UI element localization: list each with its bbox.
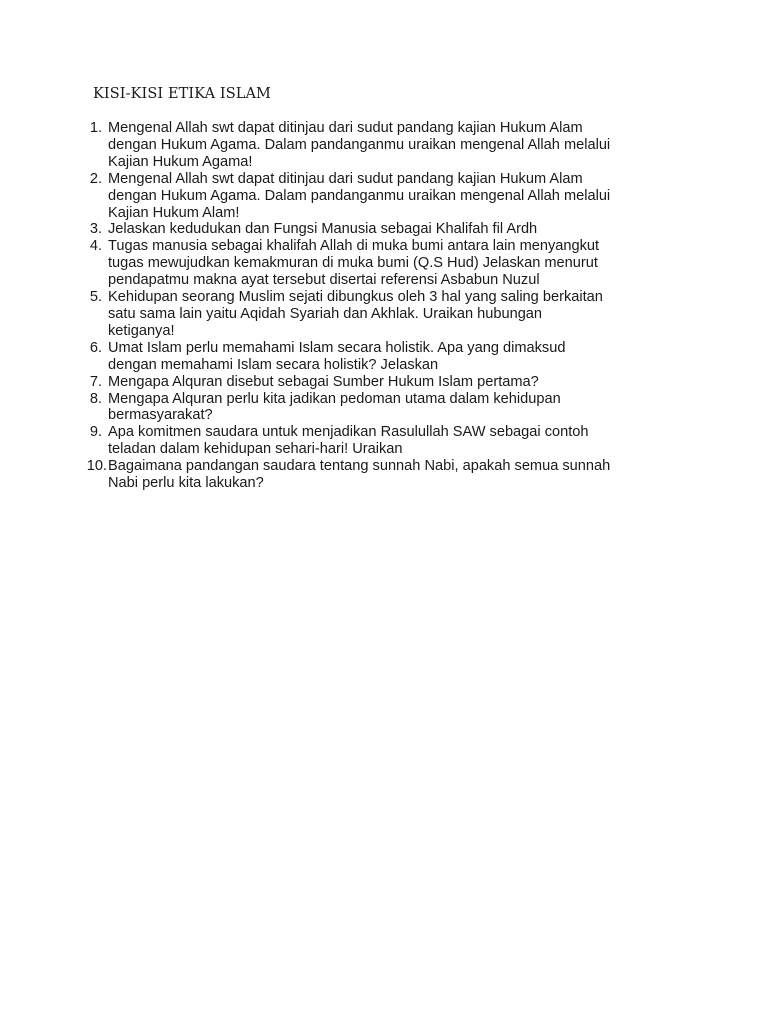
question-text bbox=[108, 221, 648, 238]
question-line: dengan memahami Islam secara holistik? Jelaskan bbox=[108, 356, 439, 373]
question-line: Mengapa Alquran perlu kita jadikan pedoman utama dalam kehidupan bbox=[108, 390, 561, 407]
question-line: ketiganya! bbox=[108, 322, 175, 339]
question-number: 8. bbox=[89, 390, 102, 407]
question-item-7 bbox=[0, 374, 768, 391]
question-number: 6. bbox=[89, 339, 102, 356]
question-text bbox=[108, 340, 648, 374]
question-line: Tugas manusia sebagai khalifah Allah di muka bumi antara lain menyangkut bbox=[108, 238, 600, 255]
question-line: Mengapa Alquran disebut sebagai Sumber Hukum Islam pertama? bbox=[108, 373, 539, 390]
question-line: Nabi perlu kita lakukan? bbox=[108, 475, 264, 492]
question-line: Apa komitmen saudara untuk menjadikan Rasulullah SAW sebagai contoh bbox=[108, 424, 589, 441]
question-line: dengan Hukum Agama. Dalam pandanganmu uraikan mengenal Allah melalui bbox=[108, 187, 611, 204]
question-text bbox=[108, 238, 648, 289]
question-text bbox=[108, 171, 648, 222]
question-item-5 bbox=[0, 289, 768, 340]
question-line: Umat Islam perlu memahami Islam secara holistik. Apa yang dimaksud bbox=[108, 339, 566, 356]
question-item-3 bbox=[0, 221, 768, 238]
question-text bbox=[108, 391, 648, 425]
question-number: 1. bbox=[89, 120, 102, 136]
question-text bbox=[108, 120, 648, 171]
question-line: Kehidupan seorang Muslim sejati dibungkus oleh 3 hal yang saling berkaitan bbox=[108, 289, 603, 306]
question-number: 4. bbox=[89, 238, 102, 255]
question-line: Jelaskan kedudukan dan Fungsi Manusia sebagai Khalifah fil Ardh bbox=[108, 221, 538, 238]
question-line: bermasyarakat? bbox=[108, 407, 213, 424]
question-line: Mengenal Allah swt dapat ditinjau dari sudut pandang kajian Hukum Alam bbox=[108, 170, 583, 187]
question-line: Bagaimana pandangan saudara tentang sunnah Nabi, apakah semua sunnah bbox=[108, 458, 611, 475]
question-number: 2. bbox=[89, 170, 102, 187]
question-item-8 bbox=[0, 391, 768, 425]
question-item-9 bbox=[0, 424, 768, 458]
question-item-2 bbox=[0, 171, 768, 222]
question-number: 3. bbox=[89, 221, 102, 238]
question-text bbox=[108, 424, 648, 458]
question-line: dengan Hukum Agama. Dalam pandanganmu uraikan mengenal Allah melalui bbox=[108, 136, 611, 153]
document-title: KISI-KISI ETIKA ISLAM bbox=[93, 86, 271, 102]
question-line: tugas mewujudkan kemakmuran di muka bumi (Q.S Hud) Jelaskan menurut bbox=[108, 255, 598, 272]
question-line: pendapatmu makna ayat tersebut disertai referensi Asbabun Nuzul bbox=[108, 272, 540, 289]
question-line: Kajian Hukum Alam! bbox=[108, 204, 240, 221]
question-text bbox=[108, 458, 648, 492]
question-item-6 bbox=[0, 340, 768, 374]
question-number: 10. bbox=[86, 458, 107, 475]
question-number: 7. bbox=[89, 373, 102, 390]
question-line: satu sama lain yaitu Aqidah Syariah dan Akhlak. Uraikan hubungan bbox=[108, 305, 543, 322]
question-text bbox=[108, 374, 648, 391]
question-item-1 bbox=[0, 120, 768, 171]
question-number: 5. bbox=[89, 289, 102, 306]
question-line: teladan dalam kehidupan sehari-hari! Uraikan bbox=[108, 441, 403, 458]
question-text bbox=[108, 289, 648, 340]
question-number: 9. bbox=[89, 424, 102, 441]
question-line: Kajian Hukum Agama! bbox=[108, 153, 253, 170]
question-item-4 bbox=[0, 238, 768, 289]
question-list bbox=[0, 120, 768, 492]
question-item-10 bbox=[0, 458, 768, 492]
question-line: Mengenal Allah swt dapat ditinjau dari sudut pandang kajian Hukum Alam bbox=[108, 120, 583, 136]
